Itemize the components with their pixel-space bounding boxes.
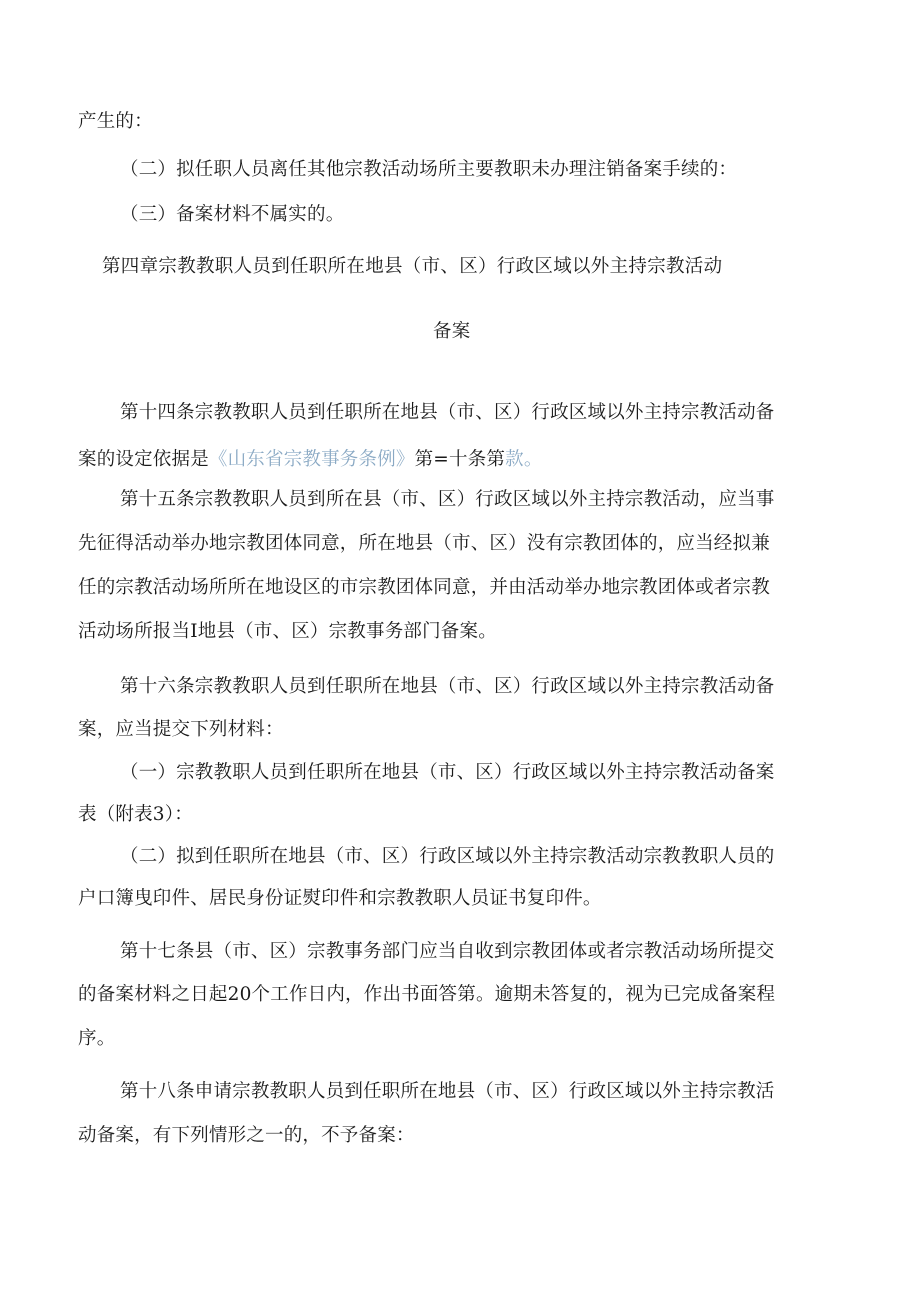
- article-17-line: 序。: [78, 1028, 116, 1049]
- article-15-line: 先征得活动举办地宗教团体同意，所在地县（市、区）没有宗教团体的，应当经拟兼: [78, 533, 770, 554]
- article-14-line: [78, 448, 543, 472]
- article-14-line: 第十四条宗教教职人员到任职所在地县（市、区）行政区域以外主持宗教活动备: [120, 402, 775, 423]
- article-17-line: 第十七条县（市、区）宗教事务部门应当自收到宗教团体或者宗教活动场所提交: [120, 941, 775, 962]
- text-span-link: 款。: [505, 449, 543, 470]
- article-15-line: 第十五条宗教教职人员到所在县（市、区）行政区域以外主持宗教活动，应当事: [120, 489, 775, 510]
- article-16-line: 表（附表3）：: [78, 804, 193, 825]
- article-16-line: （二）拟到任职所在地县（市、区）行政区域以外主持宗教活动宗教教职人员的: [120, 846, 775, 867]
- article-16-line: 户口簿曳印件、居民身份证熨印件和宗教教职人员证书复印件。: [78, 888, 602, 909]
- article-15-line: 任的宗教活动场所所在地设区的市宗教团体同意，并由活动举办地宗教团体或者宗教: [78, 577, 770, 598]
- chapter-heading: 第四章宗教教职人员到任职所在地县（市、区）行政区域以外主持宗教活动: [102, 256, 723, 277]
- text-span: 案的设定依据是: [78, 449, 209, 470]
- text-span: 第=十条第: [414, 449, 506, 470]
- text-line: 产生的：: [78, 111, 153, 132]
- text-line: （二）拟任职人员离任其他宗教活动场所主要教职未办理注销备案手续的：: [120, 159, 738, 180]
- article-16-line: 案，应当提交下列材料：: [78, 719, 284, 740]
- article-17-line: 的备案材料之日起20个工作日内，作出书面答第。逾期未答复的，视为已完成备案程: [78, 984, 776, 1005]
- chapter-heading-cont: 备案: [433, 321, 471, 342]
- article-18-line: 第十八条申请宗教教职人员到任职所在地县（市、区）行政区域以外主持宗教活: [120, 1081, 775, 1102]
- article-16-line: （一）宗教教职人员到任职所在地县（市、区）行政区域以外主持宗教活动备案: [120, 762, 775, 783]
- article-15-line: 活动场所报当I地县（市、区）宗教事务部门备案。: [78, 621, 497, 642]
- article-18-line: 动备案，有下列情形之一的，不予备案：: [78, 1125, 415, 1146]
- text-line: （三）备案材料不属实的。: [120, 204, 345, 225]
- article-16-line: 第十六条宗教教职人员到任职所在地县（市、区）行政区域以外主持宗教活动备: [120, 676, 775, 697]
- regulation-link[interactable]: 《山东省宗教事务条例》: [208, 449, 415, 470]
